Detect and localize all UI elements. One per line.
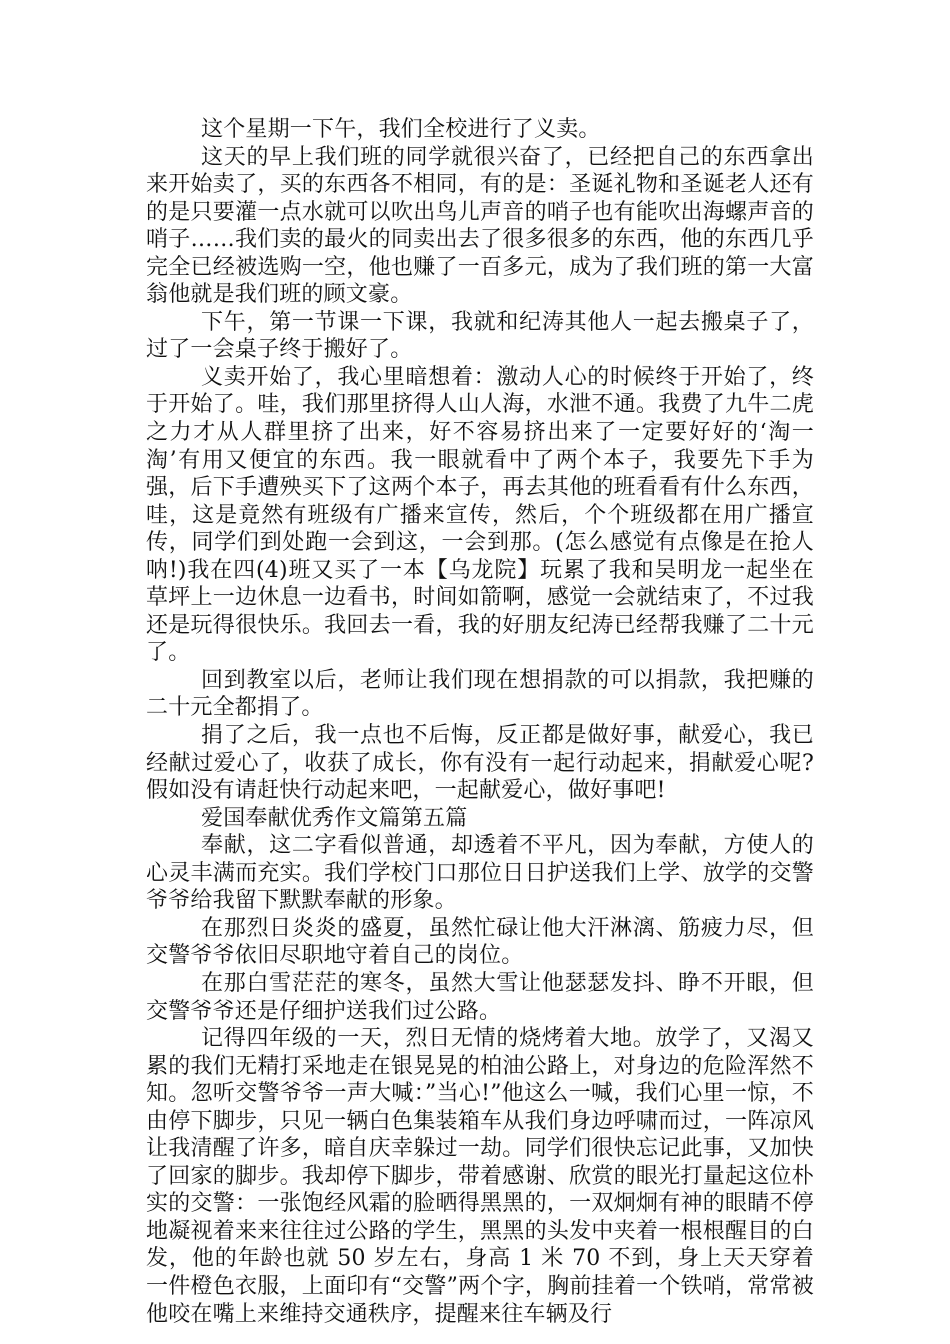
paragraph: 这个星期一下午，我们全校进行了义卖。: [201, 117, 601, 142]
section-heading: 爱国奉献优秀作文篇第五篇: [201, 805, 468, 831]
paragraph: 记得四年级的一天，烈日无情的烧烤着大地。放学了，又渴又累的我们无精打采地走在银晃晃的柏油公路上，对身边的危险浑然不知。忽听交警爷爷一声大喊：”当心!”他这么一喊，我们心里一惊，不由停下脚步，只见一辆白色集装箱车从我们身边呼啸而过，一阵凉风让我清醒了许多，暗自庆幸躲过一劫。同学们很快忘记此事，又加快了回家的脚步。我却停下脚步，带着感谢、欣赏的眼光打量起这位朴实的交警：一张饱经风霜的脸晒得黑黑的，一双炯炯有神的眼睛不停地凝视着来来往往过公路的学生，黑黑的头发中夹着一根根醒目的白发，他的年龄也就 50 岁左右，身高 1 米 70 不到，身上天天穿着一件橙色衣服，上面印有“交警”两个字，胸前挂着一个铁哨，常常被他咬在嘴上来维持交通秩序，提醒来往车辆及行: [146, 1026, 814, 1327]
paragraph: 这天的早上我们班的同学就很兴奋了，已经把自己的东西拿出来开始卖了，买的东西各不相同，有的是：圣诞礼物和圣诞老人还有的是只要灌一点水就可以吹出鸟儿声音的哨子也有能吹出海螺声音的哨子……我们卖的最火的同卖出去了很多很多的东西，他的东西几乎完全已经被选购一空，他也赚了一百多元，成为了我们班的第一大富翁他就是我们班的顾文豪。: [146, 144, 814, 308]
paragraph: 捐了之后，我一点也不后悔，反正都是做好事，献爱心，我已经献过爱心了，收获了成长，你有没有一起行动起来，捐献爱心呢?假如没有请赶快行动起来吧，一起献爱心，做好事吧!: [146, 723, 814, 804]
paragraph: 义卖开始了，我心里暗想着：激动人心的时候终于开始了，终于开始了。哇，我们那里挤得人山人海，水泄不通。我费了九牛二虎之力才从人群里挤了出来，好不容易挤出来了一定要好好的‘淘一淘’有用又便宜的东西。我一眼就看中了两个本子，我要先下手为强，后下手遭殃买下了这两个本子，再去其他的班看看有什么东西，哇，这是竟然有班级有广播来宣传，然后，个个班级都在用广播宣传，同学们到处跑一会到这，一会到那。(怎么感觉有点像是在抢人呐!)我在四(4)班又买了一本【乌龙院】玩累了我和吴明龙一起坐在草坪上一边休息一边看书，时间如箭啊，感觉一会就结束了，不过我还是玩得很快乐。我回去一看，我的好朋友纪涛已经帮我赚了二十元了。: [146, 364, 814, 666]
paragraph: 回到教室以后，老师让我们现在想捐款的可以捐款，我把赚的二十元全都捐了。: [146, 667, 814, 721]
paragraph: 在那白雪茫茫的寒冬，虽然大雪让他瑟瑟发抖、睁不开眼，但交警爷爷还是仔细护送我们过公路。: [146, 970, 814, 1024]
paragraph: 在那烈日炎炎的盛夏，虽然忙碌让他大汗淋漓、筋疲力尽，但交警爷爷依旧尽职地守着自己的岗位。: [146, 915, 814, 969]
paragraph: 下午，第一节课一下课，我就和纪涛其他人一起去搬桌子了，过了一会桌子终于搬好了。: [146, 309, 814, 363]
document-page: [146, 116, 814, 1328]
paragraph: 奉献，这二字看似普通，却透着不平凡，因为奉献，方使人的心灵丰满而充实。我们学校门口那位日日护送我们上学、放学的交警爷爷给我留下默默奉献的形象。: [146, 833, 814, 914]
